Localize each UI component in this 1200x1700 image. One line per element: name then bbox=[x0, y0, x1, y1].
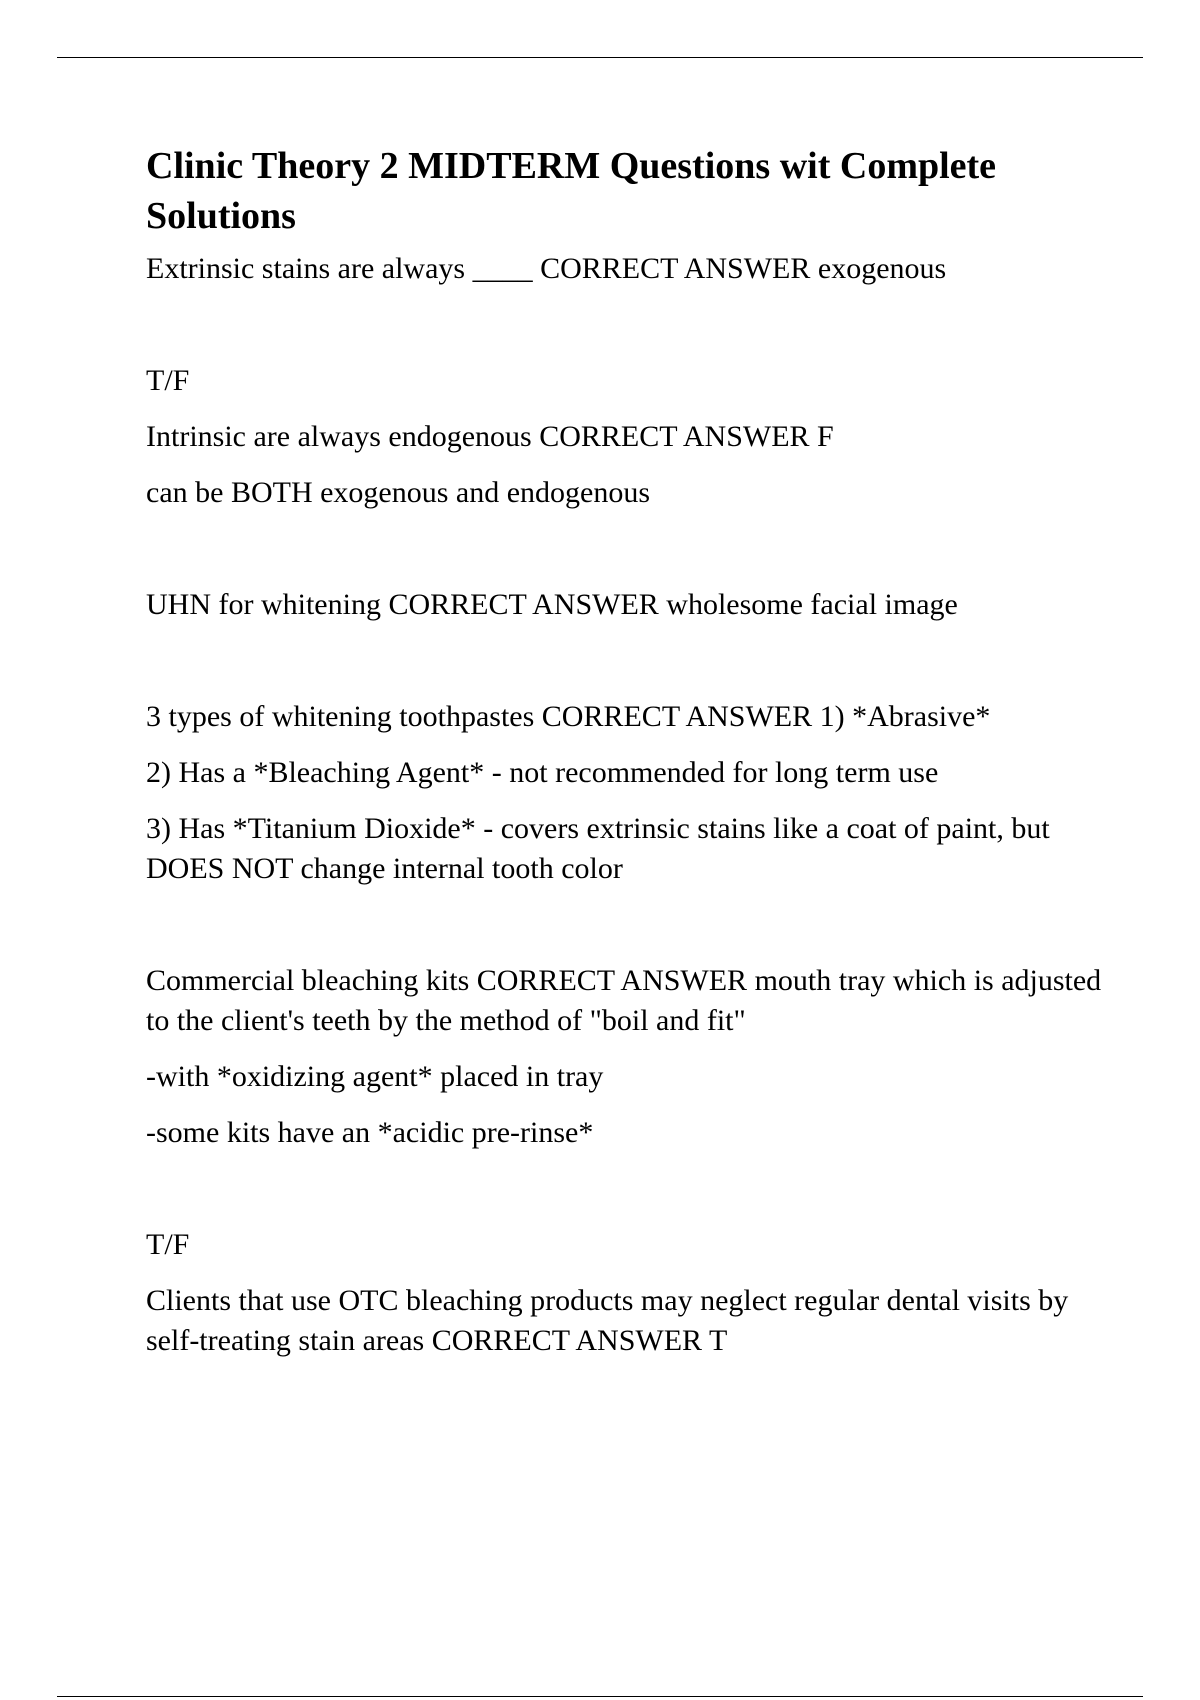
qa-entry bbox=[146, 585, 1106, 625]
qa-entry bbox=[146, 697, 1106, 889]
text-line: T/F bbox=[146, 364, 190, 397]
bottom-rule bbox=[57, 1696, 1143, 1697]
entry-gap bbox=[146, 1169, 1106, 1225]
text-line: 2) Has a *Bleaching Agent* - not recommended for long term use bbox=[146, 756, 939, 789]
document-title: Clinic Theory 2 MIDTERM Questions wit Complete Solutions bbox=[146, 145, 997, 237]
text-line: 3) Has *Titanium Dioxide* - covers extrinsic stains like a coat of paint, but DOES NOT change internal tooth color bbox=[146, 812, 1050, 885]
qa-entry bbox=[146, 1225, 1106, 1361]
text-line: 3 types of whitening toothpastes CORRECT ANSWER 1) *Abrasive* bbox=[146, 700, 991, 733]
text-line: Extrinsic stains are always ____ CORRECT ANSWER exogenous bbox=[146, 252, 947, 285]
entry-gap bbox=[146, 305, 1106, 361]
qa-entry bbox=[146, 961, 1106, 1153]
text-line: Clients that use OTC bleaching products may neglect regular dental visits by self-treating stain areas CORRECT ANSWER T bbox=[146, 1284, 1069, 1357]
entry-gap bbox=[146, 529, 1106, 585]
text-line: -some kits have an *acidic pre-rinse* bbox=[146, 1116, 594, 1149]
top-rule bbox=[57, 57, 1143, 58]
qa-entry bbox=[146, 361, 1106, 513]
text-line: Commercial bleaching kits CORRECT ANSWER mouth tray which is adjusted to the client's teeth by the method of "boil and fit" bbox=[146, 964, 1102, 1037]
entry-gap bbox=[146, 641, 1106, 697]
text-line: -with *oxidizing agent* placed in tray bbox=[146, 1060, 604, 1093]
text-line: Intrinsic are always endogenous CORRECT ANSWER F bbox=[146, 420, 834, 453]
text-line: can be BOTH exogenous and endogenous bbox=[146, 476, 651, 509]
document-body bbox=[146, 141, 1106, 1377]
text-line: T/F bbox=[146, 1228, 190, 1261]
text-line: UHN for whitening CORRECT ANSWER wholesome facial image bbox=[146, 588, 958, 621]
qa-entry bbox=[146, 249, 1106, 289]
entry-gap bbox=[146, 905, 1106, 961]
